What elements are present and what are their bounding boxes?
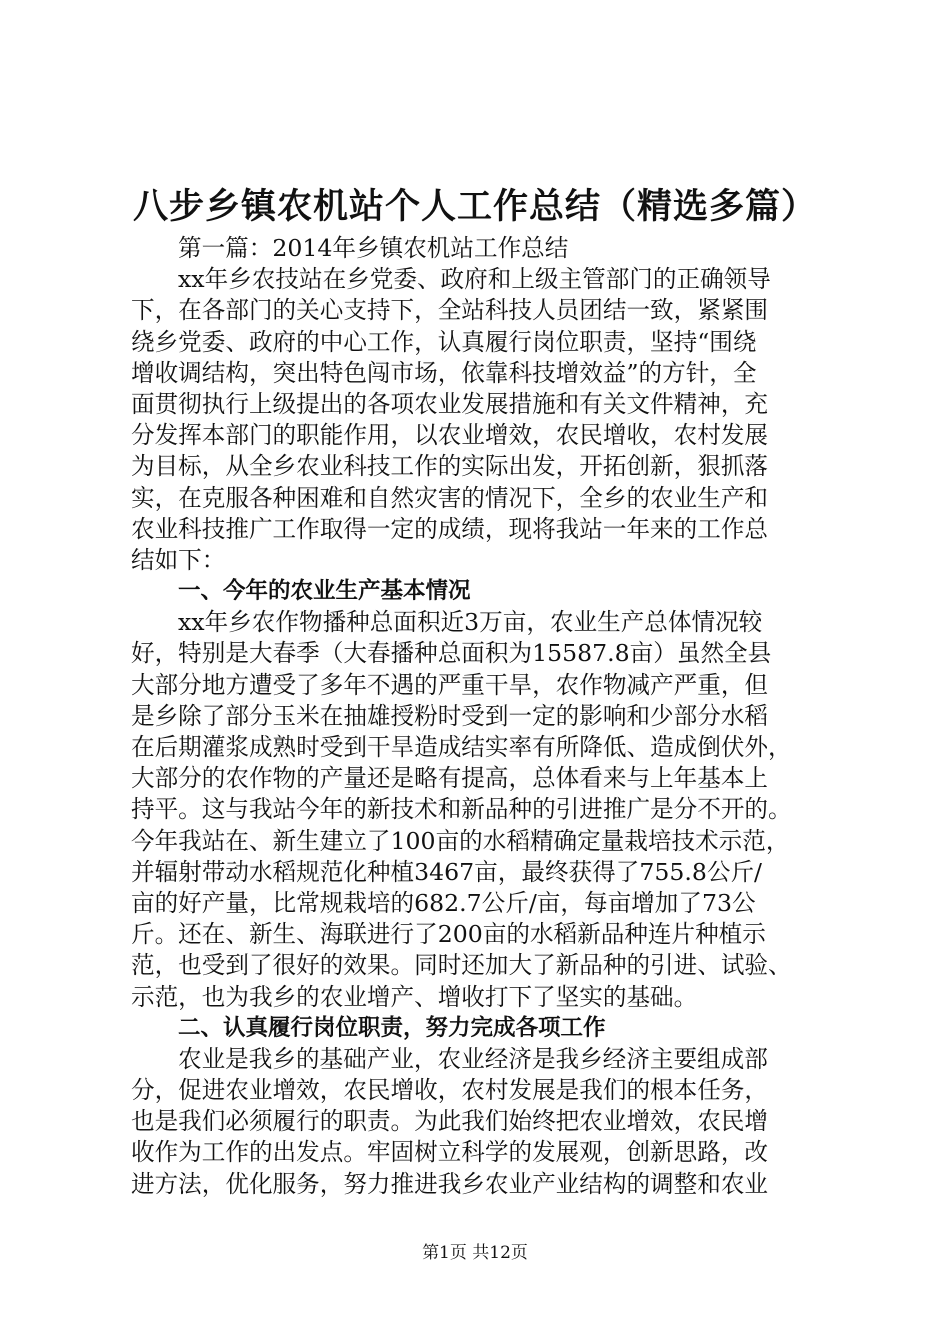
text-line: 绕乡党委、政府的中心工作，认真履行岗位职责，坚持“围绕 — [131, 327, 757, 356]
text-line: 在后期灌浆成熟时受到干旱造成结实率有所降低、造成倒伏外， — [131, 733, 792, 761]
section-heading: 一、今年的农业生产基本情况 — [178, 578, 471, 605]
text-line: xx年乡农技站在乡党委、政府和上级主管部门的正确领导 — [178, 265, 771, 294]
text-line: 大部分地方遭受了多年不遇的严重干旱，农作物减产严重，但 — [131, 670, 769, 699]
section-heading: 二、认真履行岗位职责，努力完成各项工作 — [178, 1014, 606, 1041]
text-line: 是乡除了部分玉米在抽雄授粉时受到一定的影响和少部分水稻 — [131, 701, 769, 730]
text-line: 为目标，从全乡农业科技工作的实际出发，开拓创新，狠抓落 — [131, 452, 769, 481]
text-line: xx年乡农作物播种总面积近3万亩，农业生产总体情况较 — [178, 608, 763, 637]
text-line: 收作为工作的出发点。牢固树立科学的发展观，创新思路，改 — [131, 1138, 769, 1167]
text-line: 大部分的农作物的产量还是略有提高，总体看来与上年基本上 — [131, 764, 769, 793]
document-title: 八步乡镇农机站个人工作总结（精选多篇） — [132, 187, 817, 227]
text-line: 亩的好产量，比常规栽培的682.7公斤/亩，每亩增加了73公 — [131, 888, 756, 917]
text-line: 示范，也为我乡的农业增产、增收打下了坚实的基础。 — [131, 982, 698, 1011]
text-line: 并辐射带动水稻规范化种植3467亩，最终获得了755.8公斤/ — [131, 857, 763, 886]
text-line: 也是我们必须履行的职责。为此我们始终把农业增效，农民增 — [131, 1107, 769, 1136]
text-line: 分发挥本部门的职能作用，以农业增效，农民增收，农村发展 — [131, 421, 769, 450]
text-line: 范，也受到了很好的效果。同时还加大了新品种的引进、试验、 — [131, 951, 792, 980]
text-line: 分，促进农业增效，农民增收，农村发展是我们的根本任务， — [131, 1076, 769, 1105]
text-line: 农业是我乡的基础产业，农业经济是我乡经济主要组成部 — [178, 1044, 768, 1073]
text-line: 好，特别是大春季（大春播种总面积为15587.8亩）虽然全县 — [131, 639, 772, 668]
text-line: 持平。这与我站今年的新技术和新品种的引进推广是分不开的。 — [131, 795, 792, 824]
text-line: 面贯彻执行上级提出的各项农业发展措施和有关文件精神，充 — [131, 389, 769, 418]
document-body — [131, 233, 831, 1200]
text-line: 实，在克服各种困难和自然灾害的情况下，全乡的农业生产和 — [131, 483, 769, 512]
text-line: 农业科技推广工作取得一定的成绩，现将我站一年来的工作总 — [131, 514, 769, 543]
text-line: 进方法，优化服务，努力推进我乡农业产业结构的调整和农业 — [131, 1169, 769, 1198]
text-line: 斤。还在、新生、海联进行了200亩的水稻新品种连片种植示 — [131, 920, 766, 949]
text-line: 下，在各部门的关心支持下，全站科技人员团结一致，紧紧围 — [131, 296, 769, 325]
text-line: 第一篇：2014年乡镇农机站工作总结 — [178, 234, 569, 262]
text-line: 增收调结构，突出特色闯市场，依靠科技增效益”的方针，全 — [131, 358, 757, 387]
text-line: 结如下： — [131, 545, 226, 574]
text-line: 今年我站在、新生建立了100亩的水稻精确定量栽培技术示范， — [131, 826, 790, 855]
page-footer: 第1页 共12页 — [422, 1243, 528, 1263]
